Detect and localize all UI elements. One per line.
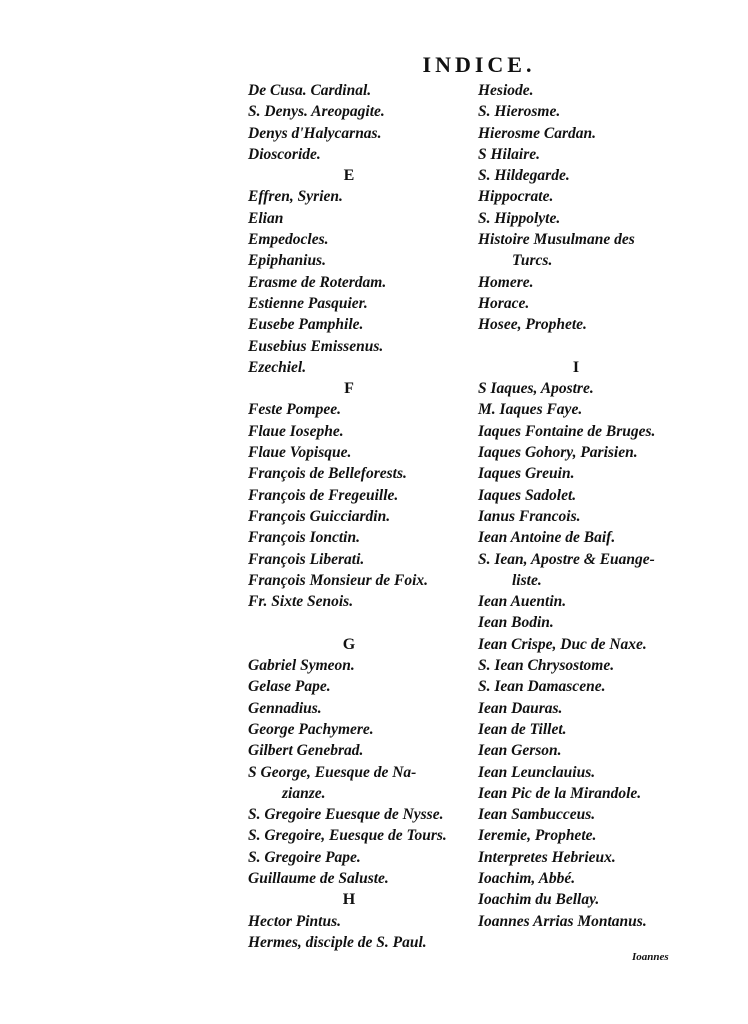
index-entry: M. Iaques Faye. (478, 401, 583, 419)
index-entry: Gabriel Symeon. (248, 657, 355, 675)
index-entry: S. Gregoire Pape. (248, 848, 361, 866)
index-entry: S. Iean Chrysostome. (478, 657, 615, 675)
index-entry: Iean Dauras. (478, 699, 563, 717)
blank-line (478, 336, 694, 357)
section-letter: H (342, 891, 356, 909)
index-entry: S. Iean, Apostre & Euange- (478, 550, 655, 568)
index-entry: S. Hippolyte. (478, 209, 561, 227)
index-column-right (478, 80, 694, 932)
index-entry: Eusebius Emissenus. (248, 337, 384, 355)
index-entry: Iean Antoine de Baif. (478, 529, 616, 547)
index-entry: Gennadius. (248, 699, 322, 717)
index-entry: François Liberati. (248, 550, 365, 568)
index-entry: Ioachim, Abbé. (478, 869, 576, 887)
index-entry: Eusebe Pamphile. (248, 316, 364, 334)
index-entry: Iean Pic de la Mirandole. (478, 784, 642, 802)
index-entry: Hector Pintus. (248, 912, 342, 930)
index-entry: Ieremie, Prophete. (478, 827, 597, 845)
section-letter: G (342, 635, 356, 653)
index-entry: Iean Crispe, Duc de Naxe. (478, 635, 647, 653)
index-entry: De Cusa. Cardinal. (248, 82, 372, 99)
index-entry: Iaques Gohory, Parisien. (478, 444, 638, 462)
index-entry: S. Gregoire Euesque de Nysse. (248, 806, 444, 824)
index-entry: Effren, Syrien. (248, 188, 343, 206)
index-entry: Iaques Sadolet. (478, 486, 577, 504)
index-entry: S. Iean Damascene. (478, 678, 606, 696)
index-entry: S. Hierosme. (478, 103, 561, 121)
index-entry: Feste Pompee. (248, 401, 341, 419)
index-entry: Iean de Tillet. (478, 720, 567, 738)
index-entry: Ezechiel. (248, 358, 307, 376)
index-entry: Iean Sambucceus. (478, 806, 596, 824)
index-entry-continuation: Turcs. (512, 252, 553, 270)
index-entry: Gilbert Genebrad. (248, 742, 364, 760)
index-entry: George Pachymere. (248, 720, 374, 738)
index-entry: Hosee, Prophete. (478, 316, 587, 334)
index-entry: François Guicciardin. (248, 507, 391, 525)
index-entry: S. Hildegarde. (478, 167, 570, 185)
index-entry: Homere. (478, 273, 534, 291)
index-entry: Empedocles. (248, 231, 329, 249)
catchword: Ioannes (632, 951, 669, 963)
page-title: INDICE. (422, 52, 536, 77)
index-entry: Iaques Greuin. (478, 465, 575, 483)
index-entry: S. Denys. Areopagite. (248, 103, 385, 121)
index-entry: Hippocrate. (478, 188, 554, 206)
index-entry: S. Gregoire, Euesque de Tours. (248, 827, 447, 845)
index-entry: S George, Euesque de Na- (248, 763, 417, 781)
index-entry: Ianus Franсois. (478, 507, 581, 525)
index-entry: Hesiode. (478, 82, 534, 99)
index-entry: Denys d'Halycarnas. (248, 124, 382, 142)
index-entry-continuation: liste. (512, 571, 542, 589)
index-entry: François de Belleforests. (248, 465, 407, 483)
index-entry: Elian (248, 209, 284, 227)
index-entry: Erasme de Roterdam. (248, 273, 387, 291)
index-entry: Ioannes Arrias Montanus. (478, 912, 647, 930)
index-entry: Ioachim du Bellay. (478, 891, 600, 909)
index-column-left (248, 80, 470, 953)
index-entry: Iean Leunclauius. (478, 763, 596, 781)
index-entry: François de Fregeuille. (248, 486, 399, 504)
index-entry: Iean Gerson. (478, 742, 562, 760)
index-entry: Iean Auentin. (478, 593, 567, 611)
index-entry: Epiphanius. (248, 252, 326, 270)
index-entry: Estienne Pasquier. (248, 294, 368, 312)
index-entry: Gelase Pape. (248, 678, 331, 696)
index-entry: Guillaume de Saluste. (248, 869, 389, 887)
index-entry: Dioscoride. (248, 145, 321, 163)
index-entry: Flaue Vopisque. (248, 444, 352, 462)
index-entry-continuation: zianze. (282, 784, 326, 802)
section-letter: E (343, 167, 355, 185)
index-entry: S Iaques, Apostre. (478, 380, 594, 398)
index-entry: Interpretes Hebrieux. (478, 848, 616, 866)
index-entry: S Hilaire. (478, 145, 541, 163)
index-entry: Iean Bodin. (478, 614, 554, 632)
index-entry: François Monsieur de Foix. (248, 571, 429, 589)
section-letter: I (572, 358, 580, 376)
index-entry: Histoire Musulmane des (478, 231, 635, 249)
section-letter: F (344, 380, 354, 398)
index-entry: Horace. (478, 294, 530, 312)
index-entry: Hermes, disciple de S. Paul. (248, 933, 427, 951)
index-entry: Iaques Fontaine de Bruges. (478, 422, 656, 440)
index-entry: François Ionctin. (248, 529, 360, 547)
index-entry: Hierosme Cardan. (478, 124, 596, 142)
index-entry: Fr. Sixte Senois. (248, 593, 354, 611)
blank-line (248, 612, 470, 633)
index-entry: Flaue Iosephe. (248, 422, 344, 440)
